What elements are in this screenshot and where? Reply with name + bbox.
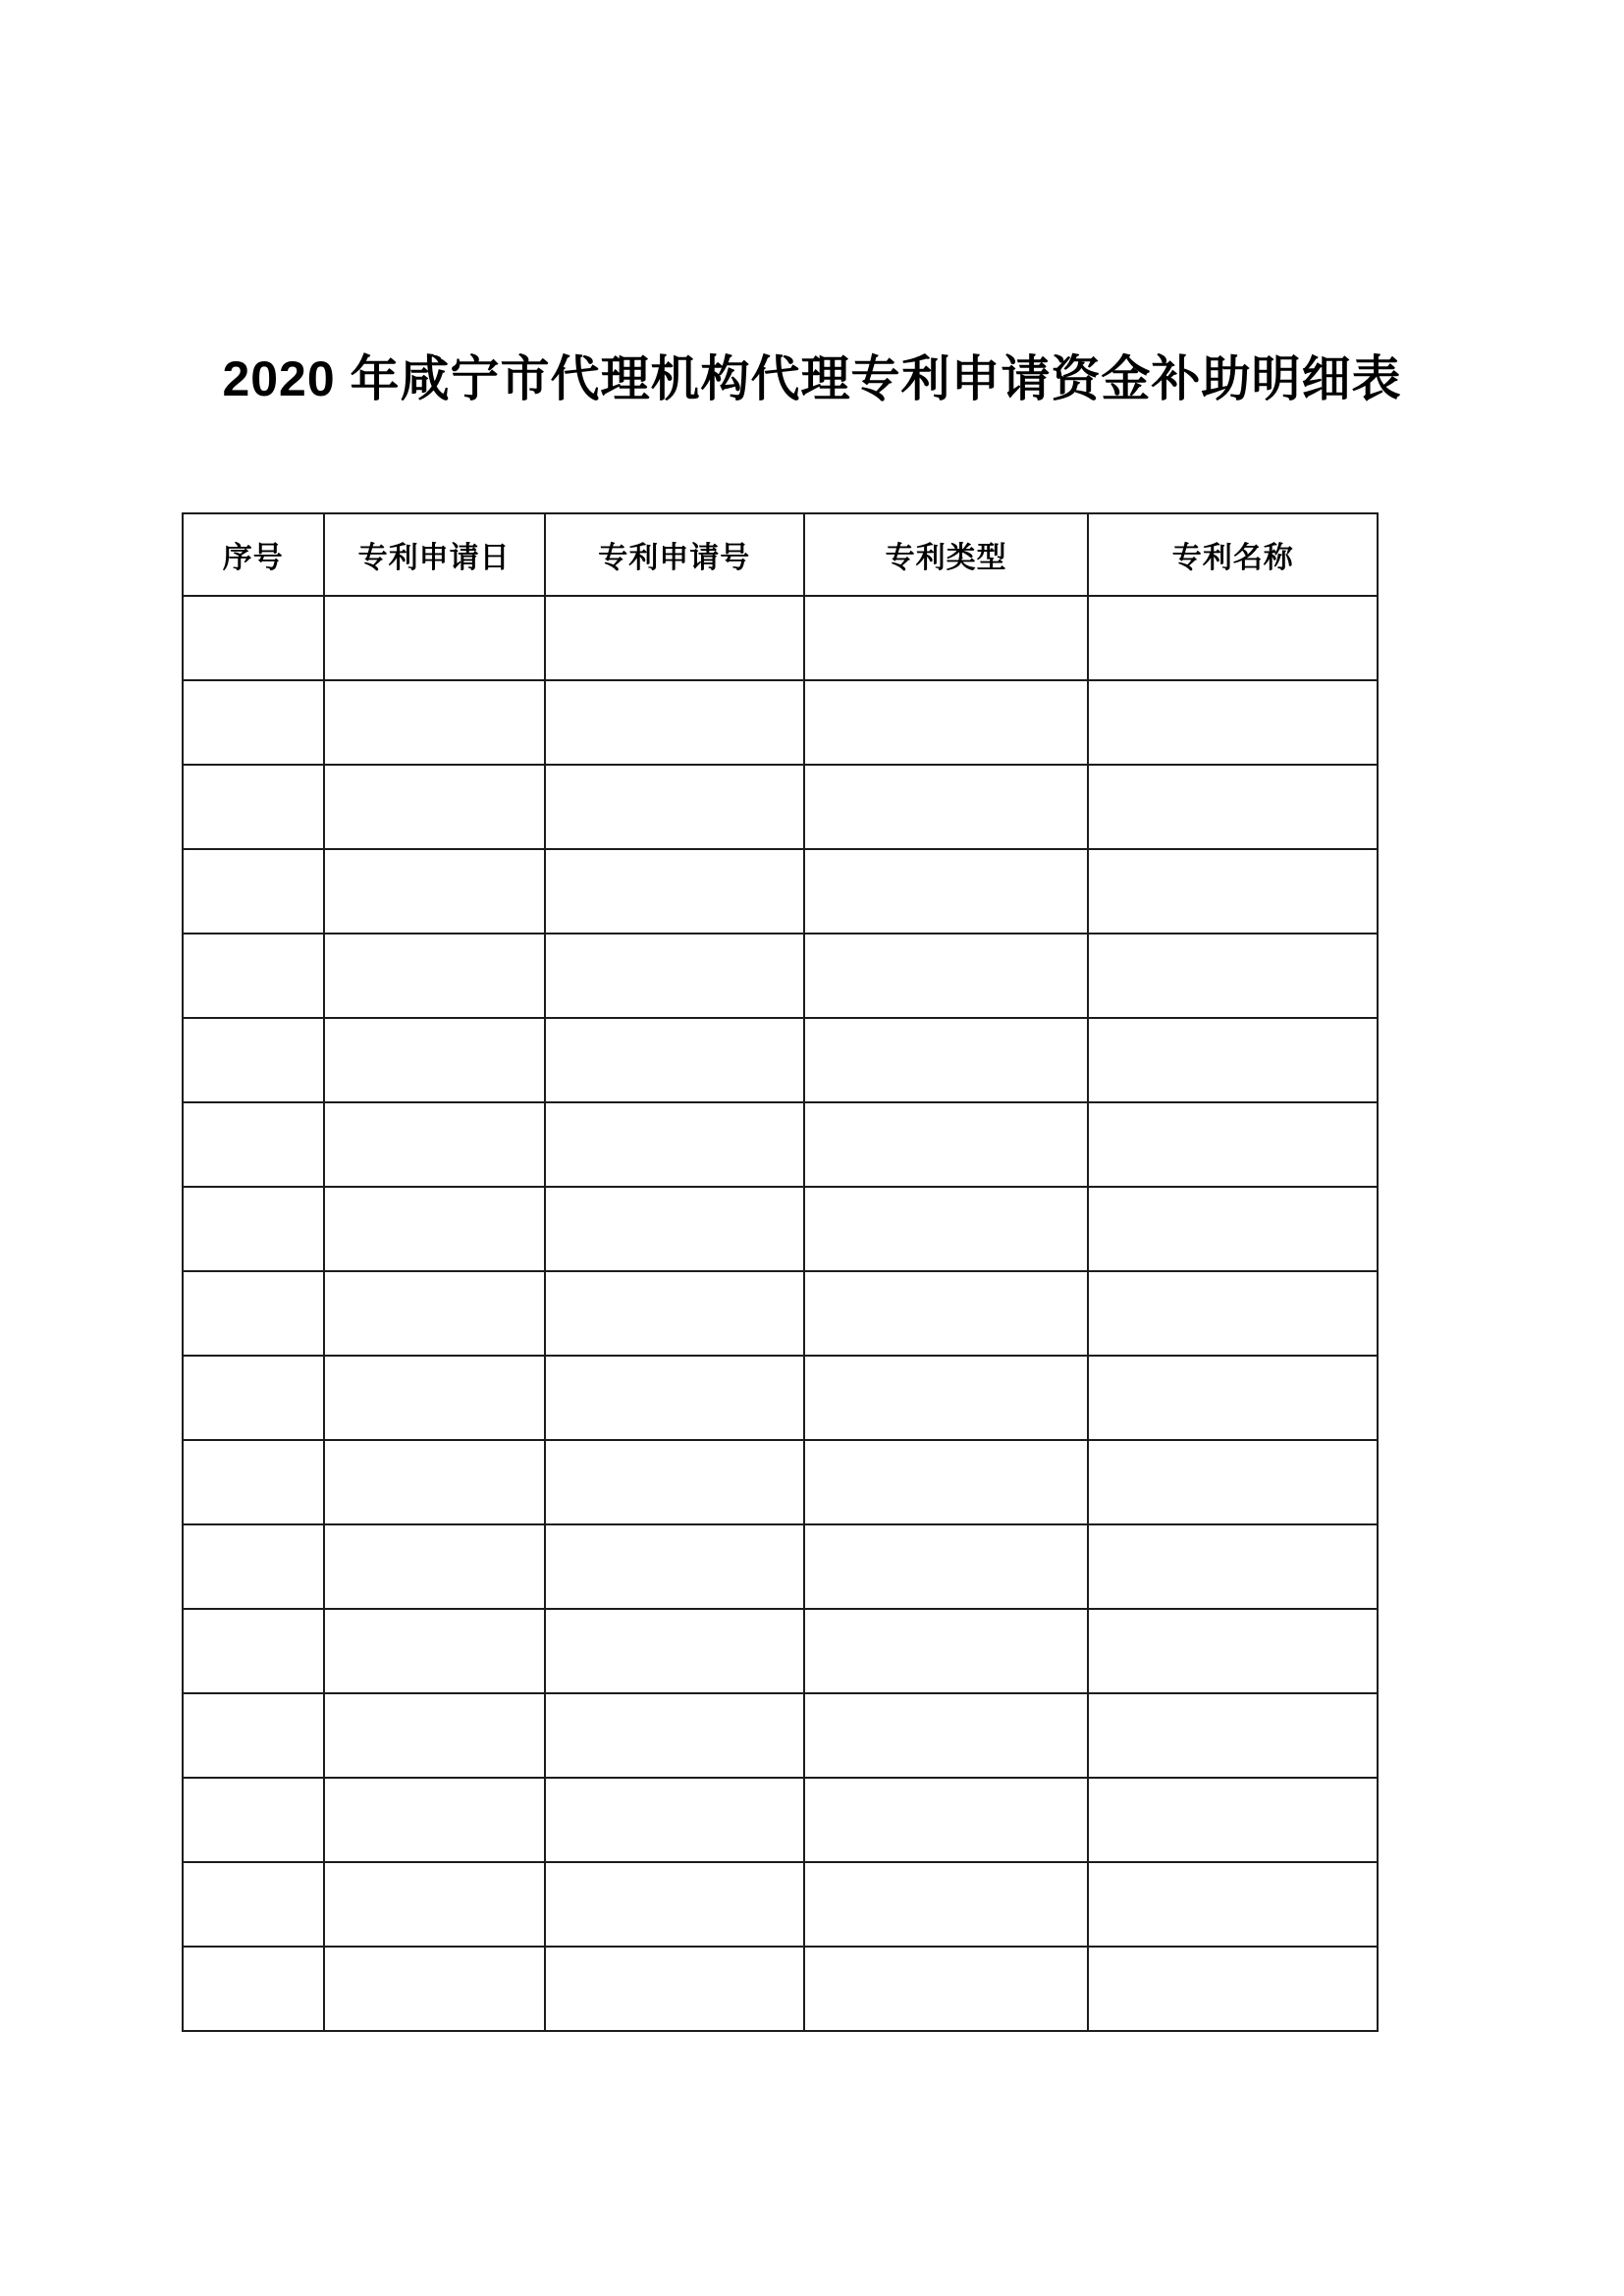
empty-cell — [1088, 1271, 1378, 1356]
empty-cell — [324, 765, 545, 849]
empty-cell — [804, 934, 1089, 1018]
empty-cell — [183, 1693, 324, 1778]
empty-cell — [183, 1440, 324, 1524]
empty-cell — [324, 1693, 545, 1778]
empty-cell — [804, 1102, 1089, 1187]
empty-cell — [804, 1778, 1089, 1862]
table-row — [183, 1947, 1378, 2031]
empty-cell — [804, 1187, 1089, 1271]
empty-cell — [1088, 934, 1378, 1018]
table-row — [183, 1018, 1378, 1102]
table-row — [183, 1609, 1378, 1693]
empty-cell — [1088, 1440, 1378, 1524]
empty-cell — [324, 849, 545, 934]
empty-cell — [324, 596, 545, 680]
empty-cell — [1088, 1102, 1378, 1187]
table-row — [183, 765, 1378, 849]
table-row — [183, 849, 1378, 934]
table-row — [183, 1440, 1378, 1524]
empty-cell — [1088, 680, 1378, 765]
table-row — [183, 1862, 1378, 1947]
empty-cell — [1088, 1018, 1378, 1102]
page-title: 2020 年咸宁市代理机构代理专利申请资金补助明细表 — [222, 351, 1402, 406]
subsidy-detail-table — [182, 512, 1379, 2032]
empty-cell — [804, 1693, 1089, 1778]
empty-cell — [183, 1187, 324, 1271]
empty-cell — [1088, 1778, 1378, 1862]
empty-cell — [183, 849, 324, 934]
empty-cell — [545, 1609, 804, 1693]
empty-cell — [183, 1102, 324, 1187]
table-row — [183, 680, 1378, 765]
empty-cell — [1088, 1187, 1378, 1271]
table-row — [183, 934, 1378, 1018]
empty-cell — [324, 934, 545, 1018]
empty-cell — [324, 1102, 545, 1187]
table-row — [183, 1102, 1378, 1187]
col-header-application-date: 专利申请日 — [324, 513, 545, 596]
col-header-application-number: 专利申请号 — [545, 513, 804, 596]
empty-cell — [1088, 596, 1378, 680]
empty-cell — [1088, 765, 1378, 849]
empty-cell — [804, 1018, 1089, 1102]
empty-cell — [324, 1356, 545, 1440]
empty-cell — [1088, 1947, 1378, 2031]
empty-cell — [545, 1187, 804, 1271]
empty-cell — [545, 1862, 804, 1947]
empty-cell — [324, 680, 545, 765]
empty-cell — [324, 1187, 545, 1271]
empty-cell — [804, 1609, 1089, 1693]
empty-cell — [545, 1356, 804, 1440]
table-row — [183, 1271, 1378, 1356]
col-header-patent-name: 专利名称 — [1088, 513, 1378, 596]
empty-cell — [183, 765, 324, 849]
empty-cell — [324, 1271, 545, 1356]
empty-cell — [545, 1018, 804, 1102]
empty-cell — [324, 1947, 545, 2031]
empty-cell — [804, 849, 1089, 934]
table-row — [183, 596, 1378, 680]
empty-cell — [1088, 1693, 1378, 1778]
col-header-patent-type: 专利类型 — [804, 513, 1089, 596]
empty-cell — [324, 1862, 545, 1947]
empty-cell — [804, 765, 1089, 849]
empty-cell — [545, 1102, 804, 1187]
empty-cell — [1088, 1609, 1378, 1693]
empty-cell — [1088, 1356, 1378, 1440]
empty-cell — [183, 1609, 324, 1693]
empty-cell — [804, 1947, 1089, 2031]
table-row — [183, 1356, 1378, 1440]
empty-cell — [545, 1440, 804, 1524]
table-row — [183, 1693, 1378, 1778]
empty-cell — [324, 1524, 545, 1609]
empty-cell — [324, 1609, 545, 1693]
empty-cell — [545, 680, 804, 765]
empty-cell — [545, 934, 804, 1018]
empty-cell — [183, 1271, 324, 1356]
empty-cell — [1088, 849, 1378, 934]
empty-cell — [183, 1356, 324, 1440]
empty-cell — [545, 1947, 804, 2031]
empty-cell — [804, 1524, 1089, 1609]
empty-cell — [545, 1778, 804, 1862]
empty-cell — [183, 596, 324, 680]
empty-cell — [545, 849, 804, 934]
table-header-row — [183, 513, 1378, 596]
empty-cell — [804, 596, 1089, 680]
empty-cell — [1088, 1862, 1378, 1947]
empty-cell — [804, 1271, 1089, 1356]
empty-cell — [183, 1524, 324, 1609]
empty-cell — [804, 680, 1089, 765]
empty-cell — [545, 765, 804, 849]
empty-cell — [804, 1356, 1089, 1440]
empty-cell — [324, 1018, 545, 1102]
empty-cell — [324, 1778, 545, 1862]
empty-cell — [804, 1862, 1089, 1947]
empty-cell — [183, 1947, 324, 2031]
empty-cell — [545, 596, 804, 680]
empty-cell — [545, 1693, 804, 1778]
empty-cell — [545, 1524, 804, 1609]
empty-cell — [183, 680, 324, 765]
table-row — [183, 1524, 1378, 1609]
empty-cell — [545, 1271, 804, 1356]
empty-cell — [1088, 1524, 1378, 1609]
col-header-index: 序号 — [183, 513, 324, 596]
empty-cell — [183, 1018, 324, 1102]
empty-cell — [804, 1440, 1089, 1524]
empty-cell — [183, 1778, 324, 1862]
empty-cell — [183, 1862, 324, 1947]
table-row — [183, 1778, 1378, 1862]
empty-cell — [324, 1440, 545, 1524]
table-row — [183, 1187, 1378, 1271]
empty-cell — [183, 934, 324, 1018]
